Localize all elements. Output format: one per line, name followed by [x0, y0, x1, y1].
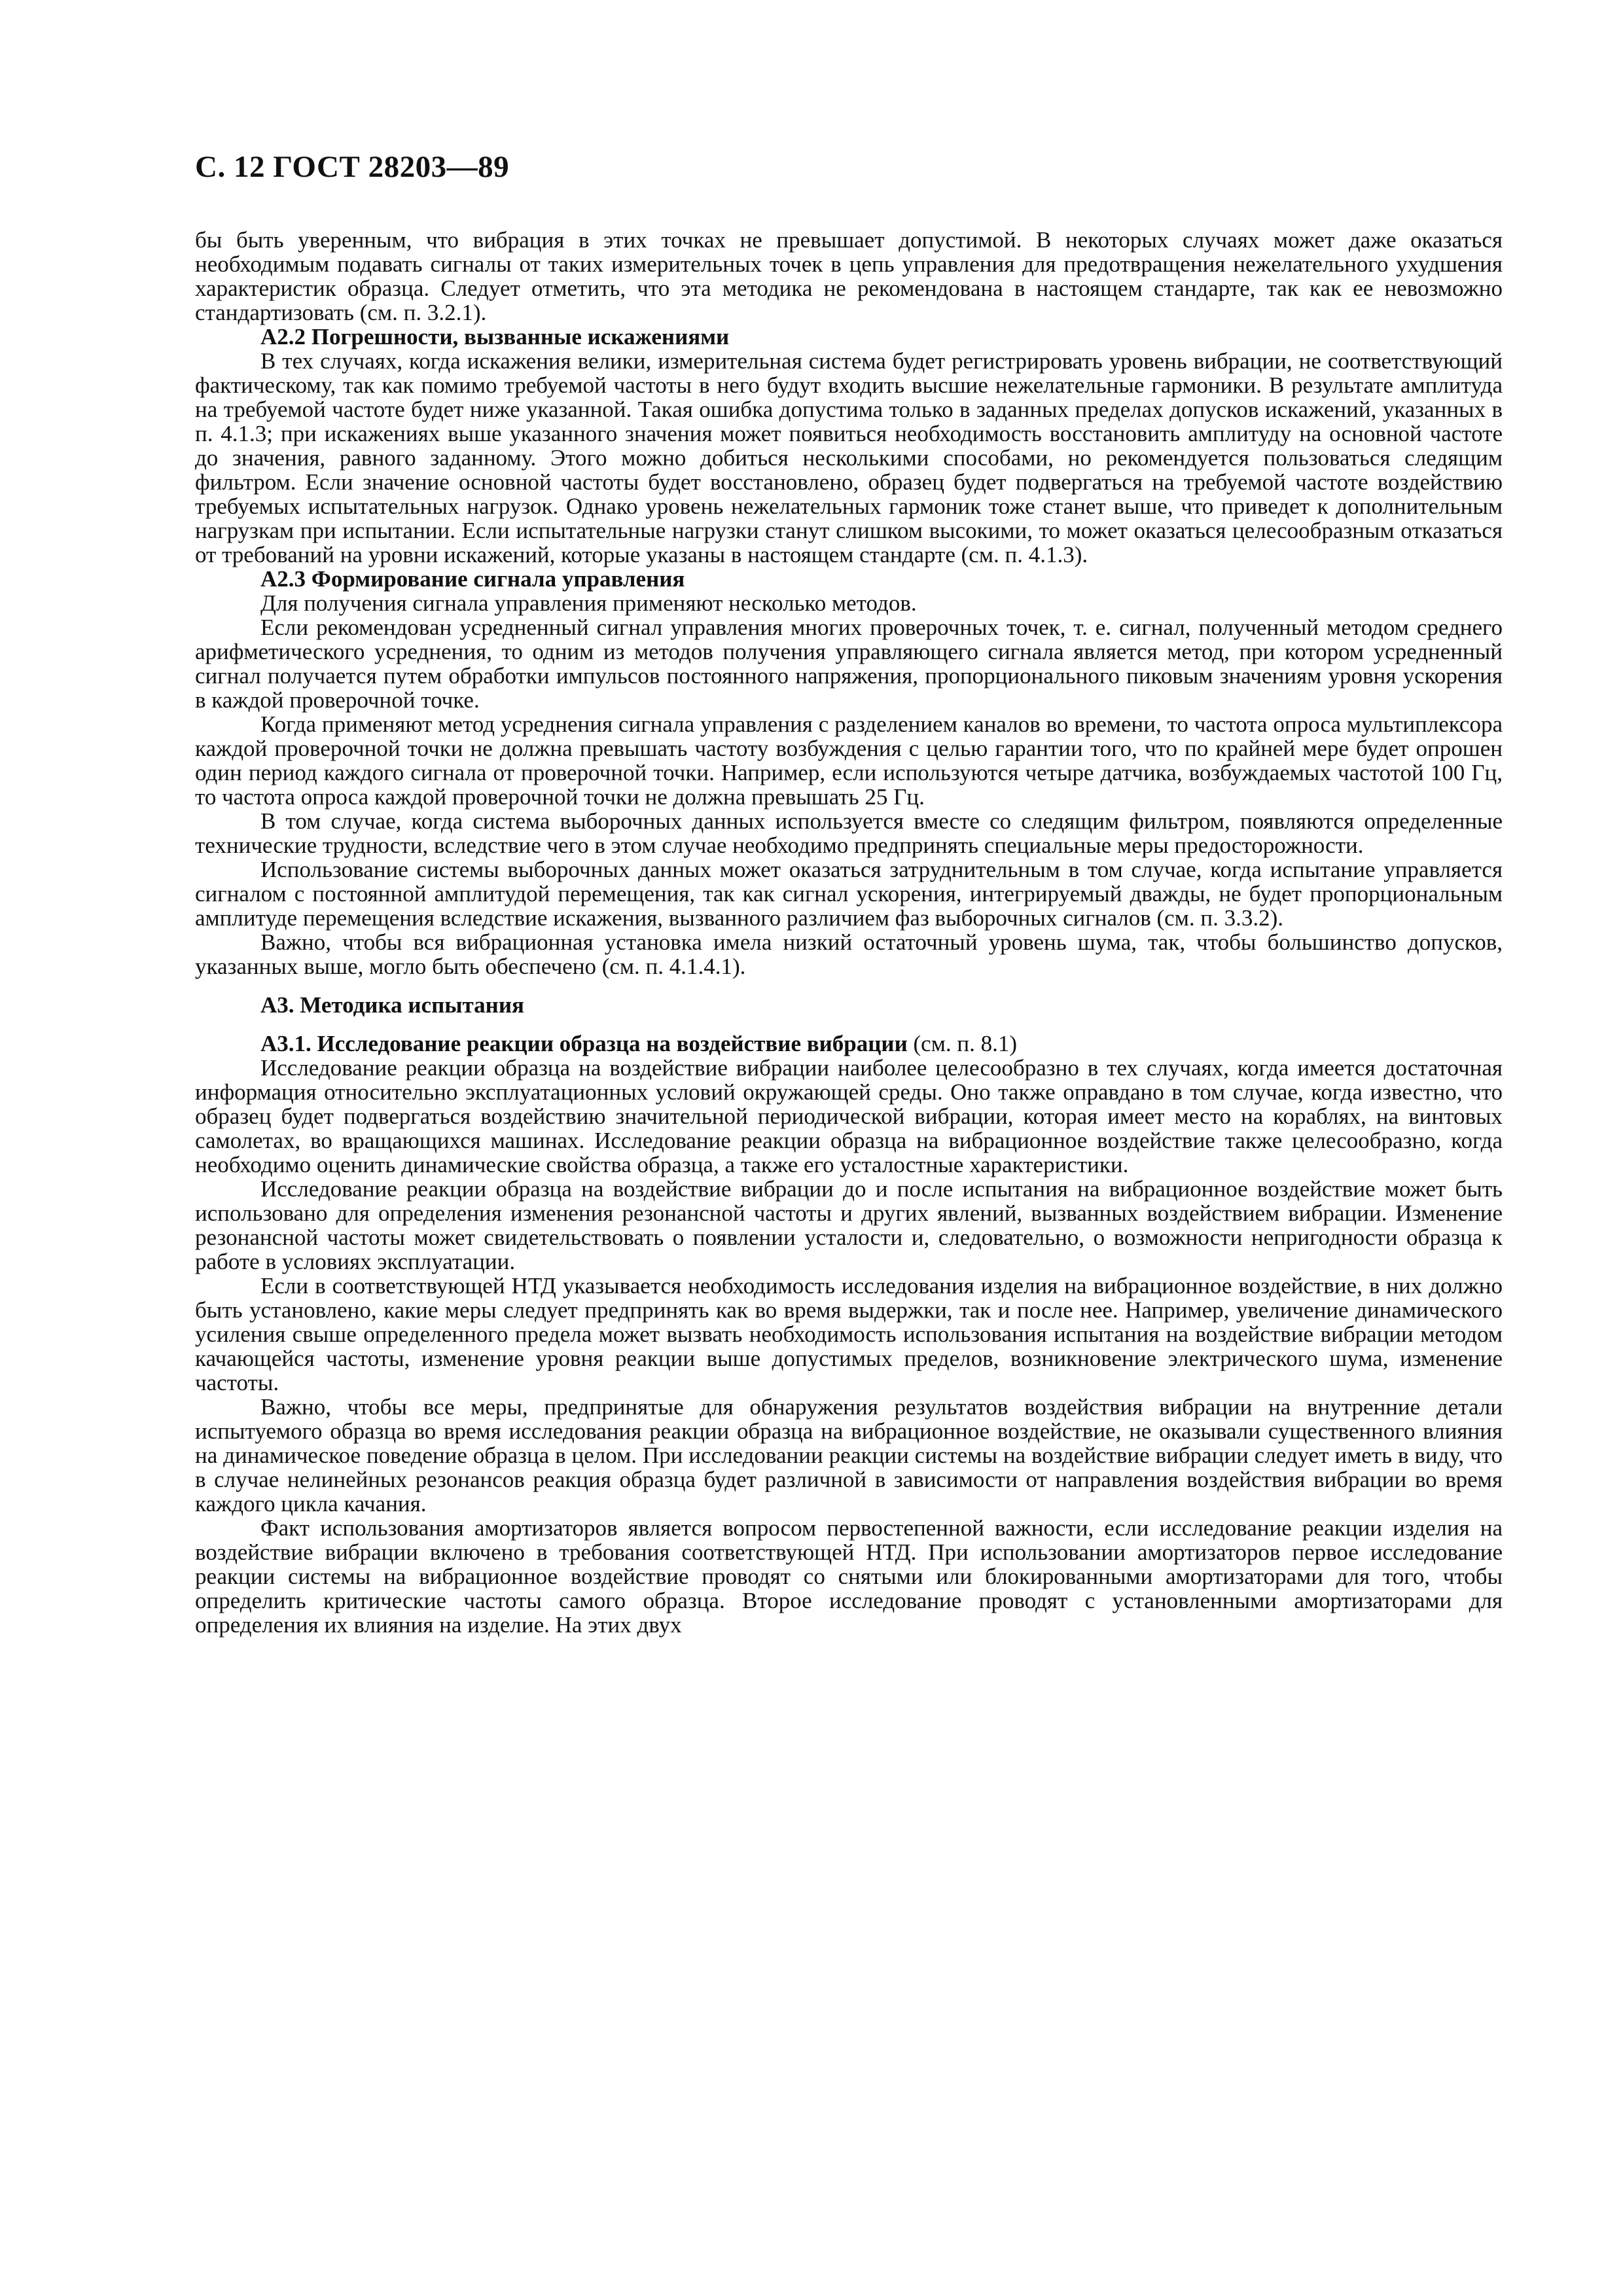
paragraph-intro: бы быть уверенным, что вибрация в этих точках не превышает допустимой. В некоторых случаях может даже оказаться необходимым подавать сигналы от таких измерительных точек в цепь управления для предотвращения нежелательного ухудшения характеристик образца. Следует отметить, что эта методика не рекомендована в настоящем стандарте, так как ее невозможно стандартизовать (см. п. 3.2.1).	[195, 227, 1503, 325]
paragraph-a3-1-3: Если в соответствующей НТД указывается необходимость исследования изделия на вибрационное воздействие, в них должно быть установлено, какие меры следует предпринять как во время выдержки, так и после нее. Например, увеличение динамического усиления свыше определенного предела может вызвать необходимость использования испытания на воздействие вибрации методом качающейся частоты, изменение уровня реакции выше допустимых пределов, возникновение электрического шума, изменение частоты.	[195, 1273, 1503, 1395]
paragraph-a2-3-3: Когда применяют метод усреднения сигнала управления с разделением каналов во времени, то частота опроса мультиплексора каждой проверочной точки не должна превышать частоту возбуждения с целью гарантии того, что по крайней мере будет опрошен один период каждого сигнала от проверочной точки. Например, если используются четыре датчика, возбуждаемых частотой 100 Гц, то частота опроса каждой проверочной точки не должна превышать 25 Гц.	[195, 711, 1503, 810]
paragraph-a2-3-6: Важно, чтобы вся вибрационная установка имела низкий остаточный уровень шума, так, чтобы большинство допусков, указанных выше, могло быть обеспечено (см. п. 4.1.4.1).	[195, 929, 1503, 979]
paragraph-a2-3-2: Если рекомендован усредненный сигнал управления многих проверочных точек, т. е. сигнал, полученный методом среднего арифметического усреднения, то одним из методов получения управляющего сигнала является метод, при котором усредненный сигнал получается путем обработки импульсов постоянного напряжения, пропорционального пиковым значениям уровня ускорения в каждой проверочной точке.	[195, 615, 1503, 713]
paragraph-a3-1-4: Важно, чтобы все меры, предпринятые для обнаружения результатов воздействия вибрации на внутренние детали испытуемого образца во время исследования реакции образца на вибрационное воздействие, не оказывали существенного влияния на динамическое поведение образца в целом. При исследовании реакции системы на воздействие вибрации следует иметь в виду, что в случае нелинейных резонансов реакция образца будет различной в зависимости от направления воздействия вибрации во время каждого цикла качания.	[195, 1394, 1503, 1516]
section-heading-a2-3: А2.3 Формирование сигнала управления	[260, 566, 685, 592]
section-heading-a3-1-ref: (см. п. 8.1)	[907, 1031, 1018, 1056]
paragraph-a3-1-5: Факт использования амортизаторов является вопросом первостепенной важности, если исследование реакции изделия на воздействие вибрации включено в требования соответствующей НТД. При использовании амортизаторов первое исследование реакции системы на вибрационное воздействие проводят со снятыми или блокированными амортизаторами для того, чтобы определить критические частоты самого образца. Второе исследование проводят с установленными амортизаторами для определения их влияния на изделие. На этих двух	[195, 1515, 1503, 1638]
section-heading-a3-1-title: А3.1. Исследование реакции образца на воздействие вибрации	[260, 1031, 908, 1056]
section-heading-a2-2: А2.2 Погрешности, вызванные искажениями	[260, 324, 730, 350]
section-heading-a3-1	[195, 1031, 1503, 1056]
paragraph-a2-3-5: Использование системы выборочных данных может оказаться затруднительным в том случае, когда испытание управляется сигналом с постоянной амплитудой перемещения, так как сигнал ускорения, интегрируемый дважды, не будет пропорциональным амплитуде перемещения вследствие искажения, вызванного различием фаз выборочных сигналов (см. п. 3.3.2).	[195, 857, 1503, 931]
section-heading-a3: А3. Методика испытания	[260, 992, 524, 1018]
paragraph-a2-2: В тех случаях, когда искажения велики, измерительная система будет регистрировать уровень вибрации, не соответствующий фактическому, так как помимо требуемой частоты в него будут входить высшие нежелательные гармоники. В результате амплитуда на требуемой частоте будет ниже указанной. Такая ошибка допустима только в заданных пределах допусков искажений, указанных в п. 4.1.3; при искажениях выше указанного значения может появиться необходимость восстановить амплитуду на основной частоте до значения, равного заданному. Этого можно добиться несколькими способами, но рекомендуется пользоваться следящим фильтром. Если значение основной частоты будет восстановлено, образец будет подвергаться на требуемой частоте воздействию требуемых испытательных нагрузок. Однако уровень нежелательных гармоник тоже станет выше, что приведет к дополнительным нагрузкам при испытании. Если испытательные нагрузки станут слишком высокими, то может оказаться целесообразным отказаться от требований на уровни искажений, которые указаны в настоящем стандарте (см. п. 4.1.3).	[195, 348, 1503, 567]
paragraph-a3-1-1: Исследование реакции образца на воздействие вибрации наиболее целесообразно в тех случаях, когда имеется достаточная информация относительно эксплуатационных условий окружающей среды. Оно также оправдано в том случае, когда известно, что образец будет подвергаться воздействию значительной периодической вибрации, которая имеет место на кораблях, на винтовых самолетах, во вращающихся машинах. Исследование реакции образца на вибрационное воздействие также целесообразно, когда необходимо оценить динамические свойства образца, а также его усталостные характеристики.	[195, 1055, 1503, 1177]
paragraph-a2-3-1: Для получения сигнала управления применяют несколько методов.	[260, 590, 917, 616]
paragraph-a3-1-2: Исследование реакции образца на воздействие вибрации до и после испытания на вибрационное воздействие может быть использовано для определения изменения резонансной частоты и других явлений, вызванных воздействием вибрации. Изменение резонансной частоты может свидетельствовать о появлении усталости и, следовательно, о возможности непригодности образца к работе в условиях эксплуатации.	[195, 1176, 1503, 1274]
paragraph-a2-3-4: В том случае, когда система выборочных данных используется вместе со следящим фильтром, появляются определенные технические трудности, вследствие чего в этом случае необходимо предпринять специальные меры предосторожности.	[195, 808, 1503, 858]
page-header: С. 12 ГОСТ 28203—89	[195, 150, 510, 184]
page-content	[195, 228, 1503, 1637]
